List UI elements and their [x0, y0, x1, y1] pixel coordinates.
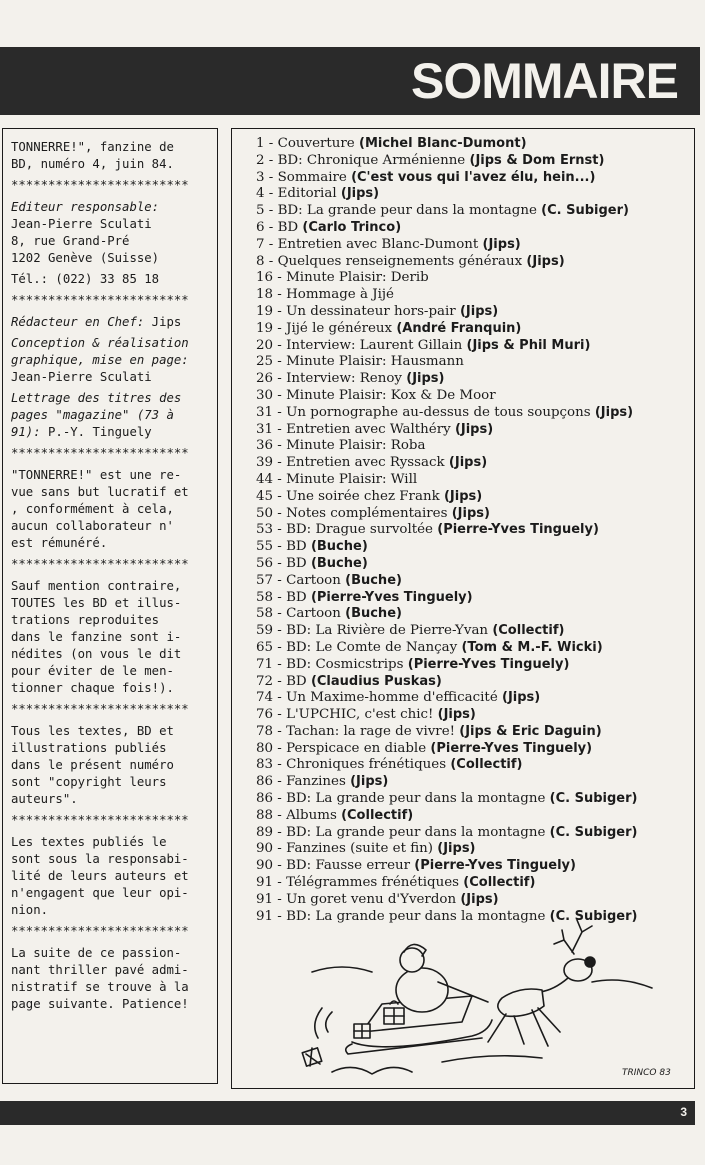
toc-title: Entretien avec Blanc-Dumont — [277, 236, 479, 252]
toc-entry — [256, 220, 694, 237]
toc-title: Fanzines — [286, 774, 346, 790]
toc-dash: - — [264, 169, 278, 185]
toc-dash: - — [273, 858, 287, 874]
toc-title: Minute Plaisir: Hausmann — [286, 354, 464, 370]
toc-page-number: 30 — [256, 387, 274, 403]
toc-page-number: 71 — [256, 656, 274, 672]
toc-entry — [256, 321, 694, 338]
toc-dash: - — [273, 522, 287, 538]
toc-entry — [256, 522, 694, 539]
toc-page-number: 90 — [256, 858, 274, 874]
toc-title: Editorial — [277, 186, 337, 202]
toc-page-number: 50 — [256, 505, 274, 521]
toc-entry — [256, 808, 694, 825]
phone-number: Tél.: (022) 33 85 18 — [11, 272, 160, 286]
toc-entry — [256, 674, 694, 691]
toc-credit: (Collectif) — [492, 623, 565, 639]
table-of-contents — [256, 136, 694, 925]
toc-credit: (Michel Blanc-Dumont) — [359, 136, 527, 151]
toc-entry — [256, 774, 694, 791]
toc-page-number: 91 — [256, 891, 274, 907]
toc-entry — [256, 506, 694, 523]
toc-title: BD — [286, 673, 307, 689]
toc-title: Minute Plaisir: Roba — [286, 438, 426, 454]
toc-dash: - — [273, 673, 287, 689]
toc-title: BD: La grande peur dans la montagne — [286, 824, 546, 840]
toc-credit: (Pierre-Yves Tinguely) — [414, 858, 576, 874]
toc-page-number: 25 — [256, 354, 274, 370]
toc-dash: - — [273, 656, 287, 672]
separator: ************************ — [11, 293, 189, 307]
editor-label: Editeur responsable: — [11, 200, 160, 214]
toc-credit: (Jips) — [350, 774, 389, 790]
toc-title: Tachan: la rage de vivre! — [286, 723, 455, 739]
toc-title: BD — [286, 539, 307, 555]
toc-page-number: 6 — [256, 219, 265, 235]
toc-page-number: 39 — [256, 455, 274, 471]
toc-entry — [256, 186, 694, 203]
table-of-contents-panel — [231, 128, 695, 1089]
toc-title: Jijé le généreux — [286, 320, 393, 336]
toc-entry — [256, 388, 694, 405]
toc-page-number: 86 — [256, 774, 274, 790]
toc-page-number: 5 — [256, 203, 265, 219]
toc-entry — [256, 371, 694, 388]
toc-title: Un Maxime-homme d'efficacité — [286, 690, 498, 706]
toc-page-number: 19 — [256, 303, 274, 319]
toc-title: Minute Plaisir: Kox & De Moor — [286, 387, 496, 403]
toc-title: Un pornographe au-dessus de tous soupçons — [286, 404, 591, 420]
toc-title: Télégrammes frénétiques — [286, 875, 460, 891]
toc-page-number: 18 — [256, 287, 274, 303]
responsibility-notice: Les textes publiés le sont sous la responsabi- lité de leurs auteurs et n'engagent que leur opi- nion. — [11, 835, 189, 917]
toc-page-number: 74 — [256, 690, 274, 706]
masthead-column — [2, 128, 218, 1084]
toc-page-number: 76 — [256, 707, 274, 723]
toc-credit: (Pierre-Yves Tinguely) — [407, 656, 570, 672]
toc-title: Chroniques frénétiques — [286, 757, 447, 773]
toc-credit: (Collectif) — [341, 807, 414, 823]
toc-entry — [256, 270, 694, 287]
toc-page-number: 8 — [256, 253, 265, 269]
toc-page-number: 57 — [256, 572, 274, 588]
toc-title: Hommage à Jijé — [286, 287, 394, 303]
separator: ************************ — [11, 813, 189, 827]
toc-page-number: 20 — [256, 337, 274, 353]
toc-credit: (C. Subiger) — [549, 791, 638, 807]
toc-credit: (Jips) — [406, 371, 445, 387]
toc-dash: - — [273, 421, 287, 437]
toc-credit: (Jips) — [502, 690, 541, 706]
toc-entry — [256, 590, 694, 607]
toc-title: Perspicace en diable — [286, 740, 427, 756]
toc-title: BD: Le Comte de Nançay — [286, 639, 458, 655]
toc-title: L'UPCHIC, c'est chic! — [286, 707, 434, 723]
page-number: 3 — [680, 1105, 687, 1119]
toc-entry — [256, 338, 694, 355]
toc-entry — [256, 623, 694, 640]
unpublished-notice: Sauf mention contraire, TOUTES les BD et illus- trations reproduites dans le fanzine sont i- nédites (on vous le dit pour éviter de le men- tionner chaque fois!). — [11, 579, 182, 695]
toc-entry — [256, 237, 694, 254]
toc-dash: - — [264, 186, 278, 202]
toc-entry — [256, 841, 694, 858]
toc-entry — [256, 287, 694, 304]
toc-page-number: 88 — [256, 807, 274, 823]
separator: ************************ — [11, 924, 189, 938]
intro-text: TONNERRE!", fanzine de BD, numéro 4, juin 84. — [11, 140, 174, 171]
toc-entry — [256, 405, 694, 422]
toc-dash: - — [273, 875, 287, 891]
toc-page-number: 65 — [256, 639, 274, 655]
toc-dash: - — [273, 841, 287, 857]
sleigh-cartoon-illustration — [292, 912, 692, 1082]
toc-dash: - — [273, 555, 287, 571]
toc-dash: - — [273, 791, 287, 807]
toc-dash: - — [264, 219, 278, 235]
toc-credit: (Jips) — [437, 707, 476, 723]
design-label: Conception & réalisation graphique, mise en page: — [11, 336, 189, 367]
toc-title: BD — [277, 219, 299, 235]
toc-title: BD: Cosmicstrips — [286, 656, 404, 672]
toc-entry — [256, 136, 694, 153]
toc-entry — [256, 757, 694, 774]
toc-title: Minute Plaisir: Derib — [286, 270, 429, 286]
toc-dash: - — [273, 707, 287, 723]
toc-entry — [256, 539, 694, 556]
toc-dash: - — [273, 539, 287, 555]
toc-entry — [256, 354, 694, 371]
toc-entry — [256, 858, 694, 875]
toc-dash: - — [273, 572, 287, 588]
artist-signature: TRINCO 83 — [622, 1068, 671, 1078]
toc-page-number: 1 — [256, 136, 265, 151]
toc-dash: - — [273, 354, 287, 370]
toc-page-number: 19 — [256, 320, 274, 336]
toc-dash: - — [273, 270, 287, 286]
toc-credit: (Pierre-Yves Tinguely) — [430, 740, 593, 756]
toc-page-number: 58 — [256, 606, 274, 622]
toc-dash: - — [273, 438, 287, 454]
toc-entry — [256, 422, 694, 439]
toc-page-number: 4 — [256, 186, 265, 202]
toc-page-number: 36 — [256, 438, 274, 454]
toc-dash: - — [273, 287, 287, 303]
toc-page-number: 86 — [256, 791, 274, 807]
toc-title: Notes complémentaires — [286, 505, 448, 521]
toc-title: Minute Plaisir: Will — [286, 471, 418, 487]
toc-credit: (Jips) — [340, 186, 380, 202]
toc-dash: - — [264, 136, 278, 151]
toc-dash: - — [273, 623, 287, 639]
toc-credit: (C. Subiger) — [549, 908, 638, 924]
header-bar — [0, 47, 700, 115]
toc-credit: (C. Subiger) — [541, 203, 629, 219]
toc-credit: (Buche) — [345, 606, 402, 622]
toc-credit: (Jips) — [459, 303, 499, 319]
toc-credit: (Buche) — [310, 539, 368, 555]
toc-title: Interview: Renoy — [286, 371, 402, 387]
toc-title: Une soirée chez Frank — [286, 488, 440, 504]
toc-dash: - — [273, 891, 287, 907]
toc-page-number: 56 — [256, 555, 274, 571]
toc-dash: - — [273, 740, 287, 756]
toc-page-number: 16 — [256, 270, 274, 286]
toc-entry — [256, 724, 694, 741]
footer-bar — [0, 1101, 695, 1125]
toc-page-number: 2 — [256, 152, 265, 168]
toc-dash: - — [273, 807, 287, 823]
toc-entry — [256, 472, 694, 489]
toc-credit: (C'est vous qui l'avez élu, hein...) — [351, 169, 596, 185]
toc-entry — [256, 438, 694, 455]
toc-title: Cartoon — [286, 606, 341, 622]
toc-dash: - — [273, 639, 287, 655]
toc-page-number: 91 — [256, 908, 274, 924]
page-title: SOMMAIRE — [411, 53, 678, 109]
toc-credit: (André Franquin) — [396, 320, 522, 336]
separator: ************************ — [11, 702, 189, 716]
toc-entry — [256, 741, 694, 758]
lettering-credit: Lettrage des titres des pages "magazine" (73 à 91): P.-Y. Tinguely — [11, 391, 182, 439]
toc-credit: (Jips) — [594, 404, 634, 420]
toc-page-number: 44 — [256, 471, 274, 487]
toc-page-number: 80 — [256, 740, 274, 756]
toc-credit: (Pierre-Yves Tinguely) — [437, 522, 599, 538]
toc-credit: (Pierre-Yves Tinguely) — [310, 589, 473, 605]
toc-title: Entretien avec Walthéry — [286, 421, 451, 437]
chief-editor: Rédacteur en Chef: Jips — [11, 315, 182, 329]
toc-title: BD: La grande peur dans la montagne — [286, 908, 546, 924]
toc-credit: (C. Subiger) — [549, 824, 638, 840]
toc-title: Interview: Laurent Gillain — [286, 337, 463, 353]
toc-page-number: 58 — [256, 589, 274, 605]
toc-title: BD: La Rivière de Pierre-Yvan — [286, 623, 489, 639]
toc-entry — [256, 825, 694, 842]
toc-title: Quelques renseignements généraux — [277, 253, 523, 269]
toc-credit: (Collectif) — [463, 875, 536, 891]
toc-page-number: 31 — [256, 404, 274, 420]
toc-page-number: 72 — [256, 673, 274, 689]
toc-dash: - — [273, 690, 287, 706]
toc-entry — [256, 606, 694, 623]
separator: ************************ — [11, 178, 189, 192]
toc-entry — [256, 489, 694, 506]
toc-entry — [256, 892, 694, 909]
toc-dash: - — [273, 455, 287, 471]
toc-dash: - — [264, 203, 278, 219]
toc-entry — [256, 690, 694, 707]
toc-title: BD: Drague survoltée — [286, 522, 433, 538]
continued-notice: La suite de ce passion- nant thriller pavé admi- nistratif se trouve à la page suivante. Patience! — [11, 946, 189, 1011]
toc-page-number: 90 — [256, 841, 274, 857]
toc-dash: - — [273, 471, 287, 487]
toc-credit: (Jips) — [482, 236, 521, 252]
toc-title: BD: La grande peur dans la montagne — [277, 203, 537, 219]
toc-dash: - — [264, 152, 278, 168]
toc-dash: - — [273, 606, 287, 622]
toc-dash: - — [273, 505, 287, 521]
toc-dash: - — [273, 824, 287, 840]
toc-title: BD — [286, 555, 307, 571]
toc-page-number: 53 — [256, 522, 274, 538]
toc-dash: - — [273, 303, 287, 319]
toc-entry — [256, 707, 694, 724]
editor-details: Jean-Pierre Sculati 8, rue Grand-Pré 1202 Genève (Suisse) — [11, 217, 160, 265]
toc-entry — [256, 657, 694, 674]
toc-dash: - — [273, 371, 287, 387]
toc-credit: (Claudius Puskas) — [310, 673, 442, 689]
toc-credit: (Jips) — [454, 421, 494, 437]
toc-title: Un goret venu d'Yverdon — [286, 891, 457, 907]
toc-dash: - — [273, 488, 287, 504]
toc-credit: (Jips) — [460, 891, 499, 907]
toc-page-number: 89 — [256, 824, 274, 840]
toc-page-number: 91 — [256, 875, 274, 891]
toc-credit: (Collectif) — [450, 757, 523, 773]
toc-page-number: 26 — [256, 371, 274, 387]
toc-dash: - — [273, 757, 287, 773]
toc-dash: - — [273, 387, 287, 403]
toc-credit: (Jips) — [437, 841, 476, 857]
toc-credit: (Carlo Trinco) — [302, 219, 402, 235]
toc-entry — [256, 170, 694, 187]
toc-page-number: 78 — [256, 723, 274, 739]
toc-entry — [256, 573, 694, 590]
toc-title: BD — [286, 589, 307, 605]
toc-credit: (Jips) — [443, 488, 483, 504]
toc-credit: (Jips) — [451, 505, 490, 521]
toc-page-number: 3 — [256, 169, 265, 185]
toc-entry — [256, 455, 694, 472]
toc-credit: (Buche) — [310, 555, 368, 571]
design-name: Jean-Pierre Sculati — [11, 370, 152, 384]
toc-dash: - — [273, 723, 287, 739]
toc-title: Couverture — [277, 136, 355, 151]
toc-credit: (Jips & Eric Daguin) — [459, 723, 602, 739]
toc-credit: (Jips) — [448, 455, 488, 471]
toc-page-number: 59 — [256, 623, 274, 639]
toc-dash: - — [264, 236, 278, 252]
toc-dash: - — [264, 253, 278, 269]
toc-credit: (Jips & Phil Muri) — [466, 337, 591, 353]
toc-credit: (Tom & M.-F. Wicki) — [461, 639, 603, 655]
toc-page-number: 7 — [256, 236, 265, 252]
toc-title: BD: Fausse erreur — [286, 858, 411, 874]
toc-credit: (Jips & Dom Ernst) — [469, 152, 605, 168]
toc-credit: (Jips) — [526, 253, 565, 269]
toc-dash: - — [273, 404, 287, 420]
toc-page-number: 31 — [256, 421, 274, 437]
toc-dash: - — [273, 589, 287, 605]
nonprofit-notice: "TONNERRE!" est une re- vue sans but lucratif et , conformément à cela, aucun collaborateur n' est rémunéré. — [11, 468, 189, 550]
toc-entry — [256, 254, 694, 271]
toc-entry — [256, 640, 694, 657]
toc-title: BD: La grande peur dans la montagne — [286, 791, 546, 807]
separator: ************************ — [11, 446, 189, 460]
toc-title: Entretien avec Ryssack — [286, 455, 445, 471]
toc-entry — [256, 791, 694, 808]
toc-title: Albums — [286, 807, 337, 823]
copyright-notice: Tous les textes, BD et illustrations publiés dans le présent numéro sont "copyright leurs auteurs". — [11, 724, 174, 806]
toc-title: BD: Chronique Arménienne — [277, 152, 466, 168]
toc-dash: - — [273, 774, 287, 790]
toc-dash: - — [273, 908, 287, 924]
separator: ************************ — [11, 557, 189, 571]
toc-entry — [256, 556, 694, 573]
toc-entry — [256, 875, 694, 892]
toc-dash: - — [273, 320, 287, 336]
toc-credit: (Buche) — [345, 572, 402, 588]
toc-page-number: 83 — [256, 757, 274, 773]
toc-entry — [256, 203, 694, 220]
toc-entry — [256, 304, 694, 321]
toc-page-number: 55 — [256, 539, 274, 555]
toc-entry — [256, 153, 694, 170]
toc-title: Cartoon — [286, 572, 341, 588]
toc-dash: - — [273, 337, 287, 353]
toc-page-number: 45 — [256, 488, 274, 504]
toc-title: Un dessinateur hors-pair — [286, 303, 456, 319]
toc-title: Fanzines (suite et fin) — [286, 841, 434, 857]
toc-title: Sommaire — [277, 169, 347, 185]
